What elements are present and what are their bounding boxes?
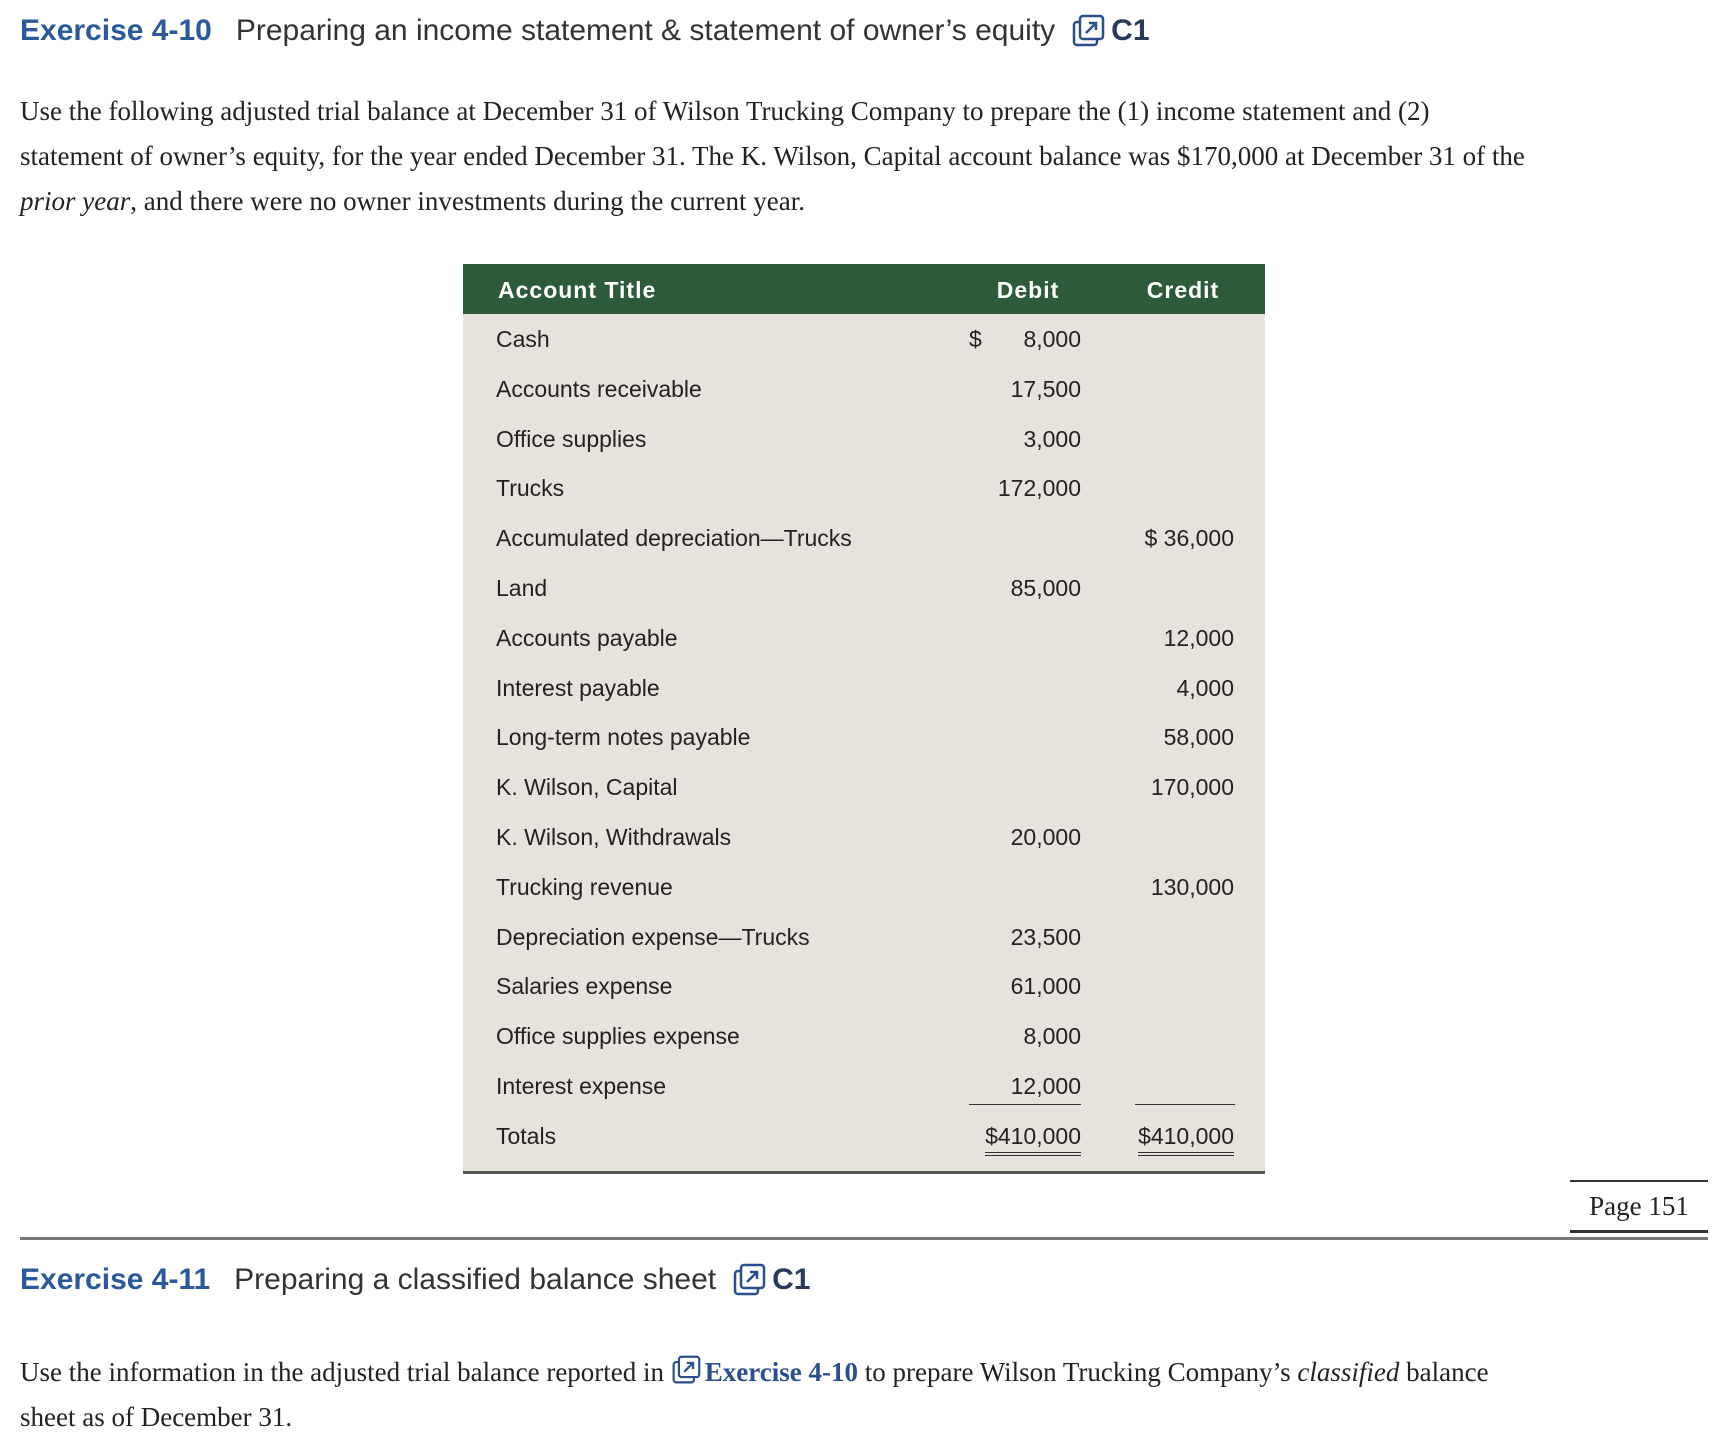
instruction-line: Use the following adjusted trial balance at December 31 of Wilson Trucking Company to prepare the (1) income statement and (2) [20,96,1430,126]
learning-objective: C1 [772,1263,811,1296]
external-link-icon[interactable] [671,1355,701,1385]
debit-amount: 17,500 [1010,375,1081,402]
credit-subtotal-rule [1135,1104,1235,1105]
instruction-text: balance [1406,1357,1489,1387]
account-name: Depreciation expense—Trucks [496,923,810,950]
exercise-number: Exercise 4-10 [20,14,212,47]
credit-total: $410,000 [1138,1123,1234,1156]
credit-amount: 130,000 [1150,873,1234,900]
account-name: Cash [496,326,550,352]
exercise-title: Preparing a classified balance sheet [234,1263,717,1296]
account-name: K. Wilson, Withdrawals [496,823,732,850]
table-row [463,515,1265,565]
table-row [463,864,1265,914]
account-name: Interest expense [496,1072,667,1099]
table-body [463,314,1265,1171]
table-row [463,316,1265,366]
table-row [463,615,1265,665]
debit-amount: 23,500 [1010,923,1081,950]
table-row [463,914,1265,964]
credit-amount: 12,000 [1163,624,1234,651]
totals-row [463,1113,1265,1163]
account-name: Salaries expense [496,973,673,1000]
account-name: Office supplies [496,425,647,452]
table-row [463,366,1265,416]
exercise-4-10-link[interactable]: Exercise 4-10 [704,1357,859,1387]
exercise-4-10-instructions [20,89,1525,224]
emphasis-text: classified [1297,1357,1400,1387]
debit-amount: 8,000 [1023,326,1081,352]
external-link-icon[interactable] [732,1263,766,1297]
emphasis-text: prior year [20,186,131,216]
instruction-text: Use the information in the adjusted trial balance reported in [20,1357,665,1387]
debit-subtotal-rule [969,1104,1081,1105]
page-number: Page 151 [1570,1180,1708,1233]
account-name: Accounts receivable [496,375,702,402]
debit-amount: 61,000 [1010,973,1081,1000]
instruction-line [20,179,1525,224]
credit-amount: 170,000 [1150,774,1234,801]
learning-objective: C1 [1111,14,1150,47]
account-name: Trucking revenue [496,873,673,900]
credit-amount: $ 36,000 [1144,525,1234,552]
exercise-4-10-heading [20,14,1150,48]
debit-amount: 3,000 [1023,425,1081,452]
table-row [463,814,1265,864]
debit-amount: 85,000 [1010,574,1081,601]
debit-amount: 172,000 [997,475,1081,502]
credit-amount: 4,000 [1176,674,1234,701]
debit-amount: 8,000 [1023,1023,1081,1050]
account-name: Accounts payable [496,624,678,651]
account-name: Trucks [496,475,565,502]
debit-header: Debit [996,277,1060,303]
dollar-sign: $ [969,326,982,352]
account-name: Interest payable [496,674,660,701]
adjusted-trial-balance-table [463,264,1265,1174]
section-divider [20,1237,1708,1240]
table-row [463,1063,1265,1113]
table-row [463,465,1265,515]
instruction-line: sheet as of December 31. [20,1402,293,1432]
table-row [463,714,1265,764]
table-header [463,264,1265,314]
table-row [463,665,1265,715]
table-row [463,1013,1265,1063]
debit-amount: 12,000 [1010,1072,1081,1099]
table-row [463,416,1265,466]
account-name: Land [496,574,548,601]
table-row [463,565,1265,615]
instruction-text: , and there were no owner investments during the current year. [130,186,806,216]
account-name: Long-term notes payable [496,724,751,751]
exercise-title: Preparing an income statement & statement of owner’s equity [235,14,1056,47]
debit-total: $410,000 [985,1123,1081,1156]
exercise-number: Exercise 4-11 [20,1263,211,1296]
account-name: Accumulated depreciation—Trucks [496,525,852,552]
account-title-header: Account Title [498,277,657,303]
table-row [463,764,1265,814]
credit-header: Credit [1146,277,1220,303]
external-link-icon[interactable] [1071,14,1105,48]
exercise-4-11-instructions [20,1350,1489,1440]
account-name: Office supplies expense [496,1023,740,1050]
credit-amount: 58,000 [1163,724,1234,751]
table-row [463,963,1265,1013]
totals-label: Totals [496,1122,557,1149]
instruction-line: statement of owner’s equity, for the year ended December 31. The K. Wilson, Capital account balance was $170,000 at December 31 of the [20,141,1525,171]
exercise-4-11-heading [20,1263,811,1297]
instruction-line [20,1350,1489,1395]
instruction-text: to prepare Wilson Trucking Company’s [864,1357,1291,1387]
account-name: K. Wilson, Capital [496,774,678,801]
debit-amount: 20,000 [1010,823,1081,850]
